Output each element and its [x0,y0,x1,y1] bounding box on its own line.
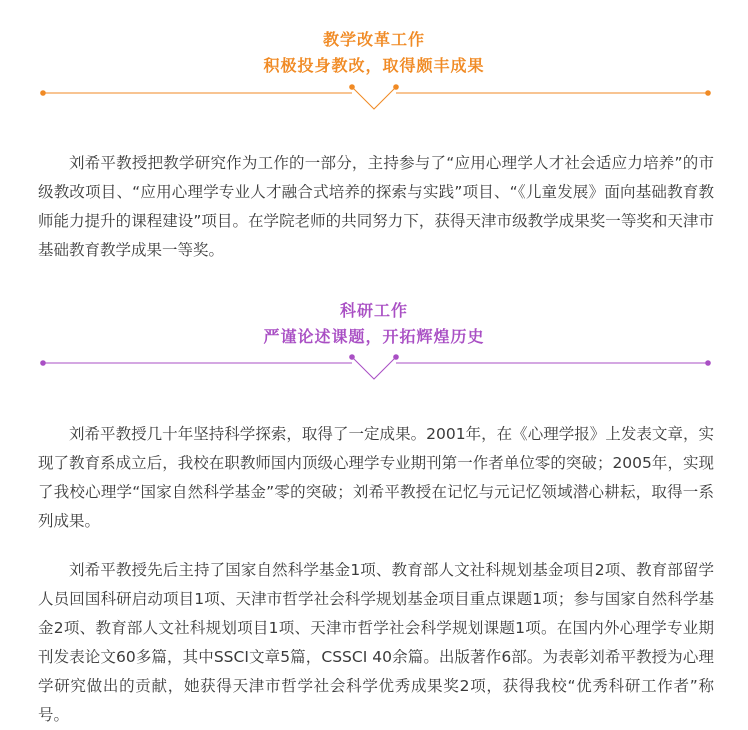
divider-dot-center-left [349,354,355,360]
section-title: 科研工作 [339,301,408,320]
research-paragraph-1: 刘希平教授几十年坚持科学探索，取得了一定成果。2001年，在《心理学报》上发表文章，实现了教育系成立后，我校在职教师国内顶级心理学专业期刊第一作者单位零的突破；2005年，实现了我校心理学“国家自然科学基金”零的突破；刘希平教授在记忆与元记忆领域潜心耕耘，取得一系列成果。 [38,425,714,530]
research-paragraph-2: 刘希平教授先后主持了国家自然科学基金1项、教育部人文社科规划基金项目2项、教育部留学人员回国科研启动项目1项、天津市哲学社会科学规划基金项目重点课题1项；参与国家自然科学基金2项、教育部人文社科规划项目1项、天津市哲学社会科学规划课题1项。在国内外心理学专业期刊发表论文60多篇，其中SSCI文章5篇，CSSCI 40余篇。出版著作6部。为表彰刘希平教授为心理学研究做出的贡献，她获得天津市哲学社会科学优秀成果奖2项，获得我校“优秀科研工作者”称号。 [38,561,714,724]
section-divider-purple [0,346,748,386]
divider-dot-right [705,90,711,96]
divider-dot-center-right [393,354,399,360]
section-divider-orange [0,76,748,116]
divider-dot-left [40,90,46,96]
divider-dot-left [40,360,46,366]
section-header-research [0,298,748,350]
teaching-reform-paragraph: 刘希平教授把教学研究作为工作的一部分，主持参与了“应用心理学人才社会适应力培养”的市级教改项目、“应用心理学专业人才融合式培养的探索与实践”项目、“《儿童发展》面向基础教育教师能力提升的课程建设”项目。在学院老师的共同努力下，获得天津市级教学成果奖一等奖和天津市基础教育教学成果一等奖。 [38,154,714,259]
section-header-teaching-reform [0,27,748,79]
section-subtitle: 严谨论述课题，开拓辉煌历史 [263,327,485,346]
section-subtitle: 积极投身教改，取得颇丰成果 [263,56,485,75]
section-title: 教学改革工作 [322,30,425,49]
divider-dot-right [705,360,711,366]
divider-dot-center-right [393,84,399,90]
divider-dot-center-left [349,84,355,90]
